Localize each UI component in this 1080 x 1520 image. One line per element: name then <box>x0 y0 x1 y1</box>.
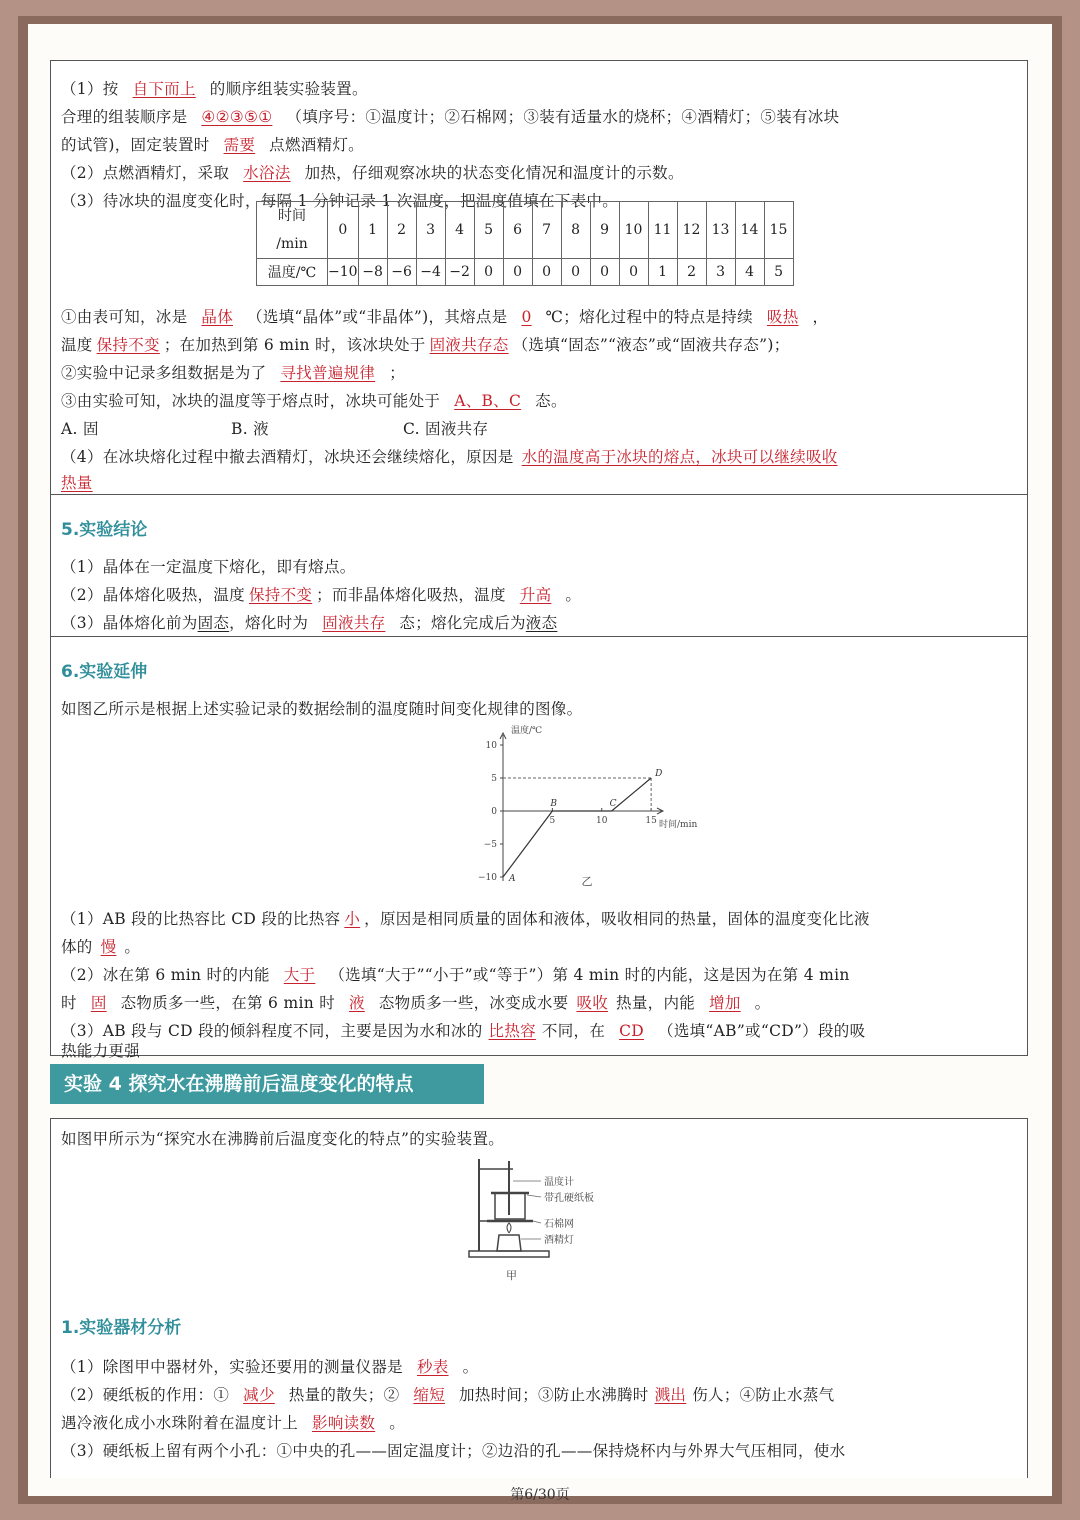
text: （3）晶体熔化前为 <box>61 614 198 632</box>
temp-cell: 0 <box>590 259 619 286</box>
point-label: A <box>509 874 516 884</box>
answer: A、B、C <box>454 392 522 410</box>
experiment-banner: 实验 4 探究水在沸腾前后温度变化的特点 <box>50 1064 484 1104</box>
temp-cell: 2 <box>677 259 706 286</box>
text: ②实验中记录多组数据是为了 <box>61 364 267 382</box>
answer: 0 <box>521 308 532 326</box>
text: 。 <box>565 586 582 604</box>
time-cell: 3 <box>416 202 445 259</box>
line-10 <box>61 447 846 467</box>
answer: 寻找普遍规律 <box>280 364 376 382</box>
line-3 <box>61 965 850 985</box>
temp-cell: 5 <box>764 259 793 286</box>
text: 的顺序组装实验装置。 <box>209 80 368 98</box>
answer: 吸热 <box>766 308 799 326</box>
text: （选填“大于”“小于”或“等于”）第 4 min 时的内能，这是因为在第 4 min <box>329 966 850 984</box>
line-8 <box>61 363 405 383</box>
answer: 水的温度高于冰块的熔点，冰块可以继续吸收 <box>521 448 838 466</box>
time-header <box>257 202 328 259</box>
section-box-conclusion <box>50 494 1028 638</box>
flame <box>507 1223 511 1233</box>
label-cardboard: 带孔硬纸板 <box>544 1193 594 1204</box>
line-1 <box>61 79 368 99</box>
text: ③由实验可知，冰块的温度等于熔点时，冰块可能处于 <box>61 392 441 410</box>
text: （3）AB 段与 CD 段的倾斜程度不同，主要是因为水和冰的 <box>61 1022 483 1040</box>
x-tick-label: 15 <box>645 816 657 826</box>
line-7 <box>61 335 790 355</box>
answer: 大于 <box>283 966 316 984</box>
text: ； <box>389 364 406 382</box>
leader-line <box>527 1195 541 1197</box>
line-1: （1）晶体在一定温度下熔化，即有熔点。 <box>61 558 356 576</box>
text: 态物质多一些，冰变成水要 <box>378 994 569 1012</box>
point-label: D <box>655 769 663 779</box>
line-9 <box>61 391 567 411</box>
answer: 固液共存 <box>322 614 386 632</box>
answer: 固 <box>90 994 107 1012</box>
time-cell: 11 <box>648 202 677 259</box>
answer: 慢 <box>100 938 117 956</box>
answer: 固液共存态 <box>429 336 509 354</box>
option-b: B. 液 <box>231 420 269 438</box>
option-c: C. 固液共存 <box>403 420 489 438</box>
time-label: 时间 <box>278 208 306 224</box>
underlined-text: 固态 <box>197 614 230 632</box>
answer: 影响读数 <box>312 1414 376 1432</box>
series-line <box>503 778 651 877</box>
text: ，熔化时为 <box>229 614 309 632</box>
text: （4）在冰块熔化过程中撤去酒精灯，冰块还会继续熔化，原因是 <box>61 448 514 466</box>
text: （2）晶体熔化吸热，温度 <box>61 586 245 604</box>
text: 加热时间；③防止水沸腾时 <box>459 1386 649 1404</box>
time-cell: 9 <box>590 202 619 259</box>
time-cell: 13 <box>706 202 735 259</box>
line-4 <box>61 993 770 1013</box>
time-cell: 14 <box>735 202 764 259</box>
section-box-experiment-4 <box>50 1118 1028 1478</box>
text: 。 <box>462 1358 479 1376</box>
time-cell: 0 <box>328 202 359 259</box>
temp-cell: 0 <box>503 259 532 286</box>
text: 。 <box>754 994 771 1012</box>
leader-line <box>533 1221 541 1223</box>
time-cell: 12 <box>677 202 706 259</box>
section-title: 1.实验器材分析 <box>61 1318 182 1338</box>
table-row-temp <box>257 259 794 286</box>
text: （2）点燃酒精灯，采取 <box>61 164 230 182</box>
y-tick-label: −10 <box>478 873 497 883</box>
underlined-text: 液态 <box>525 614 558 632</box>
temp-cell: 0 <box>619 259 648 286</box>
text: ；在加热到第 6 min 时，该冰块处于 <box>163 336 426 354</box>
temp-cell: −2 <box>445 259 474 286</box>
text: （3）待冰块的温度变化时，每隔 1 分钟记录 1 次温度，把温度值填在下表中。 <box>61 192 618 210</box>
text: （填序号：①温度计；②石棉网；③装有适量水的烧杯；④酒精灯；⑤装有冰块 <box>286 108 840 126</box>
line-1 <box>61 1357 478 1377</box>
answer: 自下而上 <box>132 80 196 98</box>
page-frame <box>18 16 1062 1504</box>
text: 态物质多一些，在第 6 min 时 <box>120 994 336 1012</box>
answer: 保持不变 <box>96 336 160 354</box>
text: ，原因是相同质量的固体和液体，吸收相同的热量，固体的温度变化比液 <box>364 910 870 928</box>
label-asbestos-net: 石棉网 <box>544 1219 574 1230</box>
answer: 液 <box>349 994 365 1012</box>
time-cell: 6 <box>503 202 532 259</box>
intro: 如图乙所示是根据上述实验记录的数据绘制的温度随时间变化规律的图像。 <box>61 700 583 718</box>
text: 遇冷液化成小水珠附着在温度计上 <box>61 1414 299 1432</box>
answer: 溅出 <box>654 1386 687 1404</box>
section-box-experiment-steps <box>50 60 1028 496</box>
text: ；而非晶体熔化吸热，温度 <box>316 586 506 604</box>
text: 热量，内能 <box>616 994 696 1012</box>
boiling-apparatus-figure <box>461 1155 661 1285</box>
text: ， <box>812 308 829 326</box>
text: 点燃酒精灯。 <box>269 136 364 154</box>
text: （选填“晶体”或“非晶体”)，其熔点是 <box>247 308 508 326</box>
y-tick-label: −5 <box>483 840 497 850</box>
answer: 缩短 <box>413 1386 445 1404</box>
figure-caption: 甲 <box>506 1269 517 1282</box>
y-tick-label: 5 <box>491 774 497 784</box>
answer: 吸收 <box>576 994 609 1012</box>
temp-cell: 1 <box>648 259 677 286</box>
text: （1）除图甲中器材外，实验还要用的测量仪器是 <box>61 1358 403 1376</box>
time-unit: /min <box>276 236 308 252</box>
text: （2）硬纸板的作用：① <box>61 1386 230 1404</box>
line-1 <box>61 909 870 929</box>
answer: 增加 <box>709 994 741 1012</box>
text: 态；熔化完成后为 <box>399 614 526 632</box>
temp-cell: −10 <box>328 259 359 286</box>
text: 合理的组装顺序是 <box>61 108 188 126</box>
point-label: C <box>609 799 617 809</box>
page-number: 第6/30页 <box>510 1487 570 1503</box>
text: （2）冰在第 6 min 时的内能 <box>61 966 270 984</box>
time-cell: 8 <box>561 202 590 259</box>
time-cell: 7 <box>532 202 561 259</box>
table-row-time <box>257 202 794 259</box>
line-5 <box>61 1021 865 1041</box>
line-3 <box>61 1413 405 1433</box>
temperature-time-chart <box>411 726 698 888</box>
section-title: 6.实验延伸 <box>61 662 148 682</box>
label-thermometer: 温度计 <box>544 1177 574 1188</box>
option-a: A. 固 <box>61 420 99 438</box>
text: 伤人；④防止水蒸气 <box>692 1386 835 1404</box>
label-alcohol-lamp: 酒精灯 <box>544 1235 574 1246</box>
text: （1）按 <box>61 80 119 98</box>
line-2 <box>61 107 839 127</box>
line-2 <box>61 937 140 957</box>
x-tick-label: 5 <box>549 816 556 826</box>
answer: 热量 <box>61 474 93 492</box>
answer: 小 <box>344 910 361 928</box>
text: 加热，仔细观察冰块的状态变化情况和温度计的示数。 <box>304 164 684 182</box>
answer: 晶体 <box>201 308 234 326</box>
answer: 升高 <box>519 586 552 604</box>
stand-base <box>469 1251 549 1257</box>
text: 不同，在 <box>541 1022 606 1040</box>
time-cell: 15 <box>764 202 793 259</box>
line-2 <box>61 585 581 605</box>
text: 。 <box>389 1414 406 1432</box>
answer: 需要 <box>223 136 256 154</box>
point-label: B <box>550 799 557 809</box>
answer: 保持不变 <box>248 586 313 604</box>
text: ①由表可知，冰是 <box>61 308 188 326</box>
temp-cell: 0 <box>561 259 590 286</box>
time-cell: 2 <box>387 202 416 259</box>
answer: 水浴法 <box>243 164 291 182</box>
chart-group <box>478 724 697 888</box>
chart-caption: 乙 <box>581 875 593 888</box>
time-cell: 1 <box>358 202 387 259</box>
answer: 减少 <box>243 1386 275 1404</box>
temp-cell: 0 <box>474 259 503 286</box>
paper <box>28 24 1052 1503</box>
line-6: 热能力更强 <box>61 1042 141 1060</box>
answer: CD <box>619 1022 645 1040</box>
text: 热量的散失；② <box>288 1386 400 1404</box>
y-tick-label: 10 <box>485 741 497 751</box>
text: （选填“固态”“液态”或“固液共存态”)； <box>512 336 790 354</box>
temp-header: 温度/℃ <box>257 259 328 286</box>
temp-cell: −8 <box>358 259 387 286</box>
time-cell: 5 <box>474 202 503 259</box>
line-3 <box>61 613 557 633</box>
time-cell: 10 <box>619 202 648 259</box>
temp-cell: −6 <box>387 259 416 286</box>
intro: 如图甲所示为“探究水在沸腾前后温度变化的特点”的实验装置。 <box>61 1130 505 1148</box>
line-4: （3）硬纸板上留有两个小孔：①中央的孔——固定温度计；②边沿的孔——保持烧杯内与外界大气压相同，使水 <box>61 1442 846 1460</box>
alcohol-lamp <box>497 1235 521 1251</box>
text: 温度 <box>61 336 93 354</box>
temp-cell: 0 <box>532 259 561 286</box>
text: 体的 <box>61 938 93 956</box>
answer: 秒表 <box>416 1358 449 1376</box>
x-axis-label: 时间/min <box>659 820 698 830</box>
line-6 <box>61 307 828 327</box>
temp-cell: 4 <box>735 259 764 286</box>
line-4 <box>61 163 684 183</box>
answer: 比热容 <box>488 1022 536 1040</box>
section-title: 5.实验结论 <box>61 520 148 540</box>
line-2 <box>61 1385 834 1405</box>
line-3 <box>61 135 364 155</box>
temp-cell: −4 <box>416 259 445 286</box>
y-tick-label: 0 <box>491 807 497 817</box>
text: （选填“AB”或“CD”）段的吸 <box>658 1022 866 1040</box>
text: ℃；熔化过程中的特点是持续 <box>545 308 753 326</box>
text: 态。 <box>535 392 567 410</box>
x-tick-label: 10 <box>596 816 608 826</box>
y-axis-label: 温度/℃ <box>511 726 543 736</box>
text: （1）AB 段的比热容比 CD 段的比热容 <box>61 910 341 928</box>
text: 的试管)，固定装置时 <box>61 136 210 154</box>
temperature-table <box>256 201 794 286</box>
text: 时 <box>61 994 77 1012</box>
section-box-extension <box>50 636 1028 1060</box>
time-cell: 4 <box>445 202 474 259</box>
text: 。 <box>124 938 141 956</box>
temp-cell: 3 <box>706 259 735 286</box>
answer: ④②③⑤① <box>201 108 273 126</box>
line-11 <box>61 473 113 493</box>
